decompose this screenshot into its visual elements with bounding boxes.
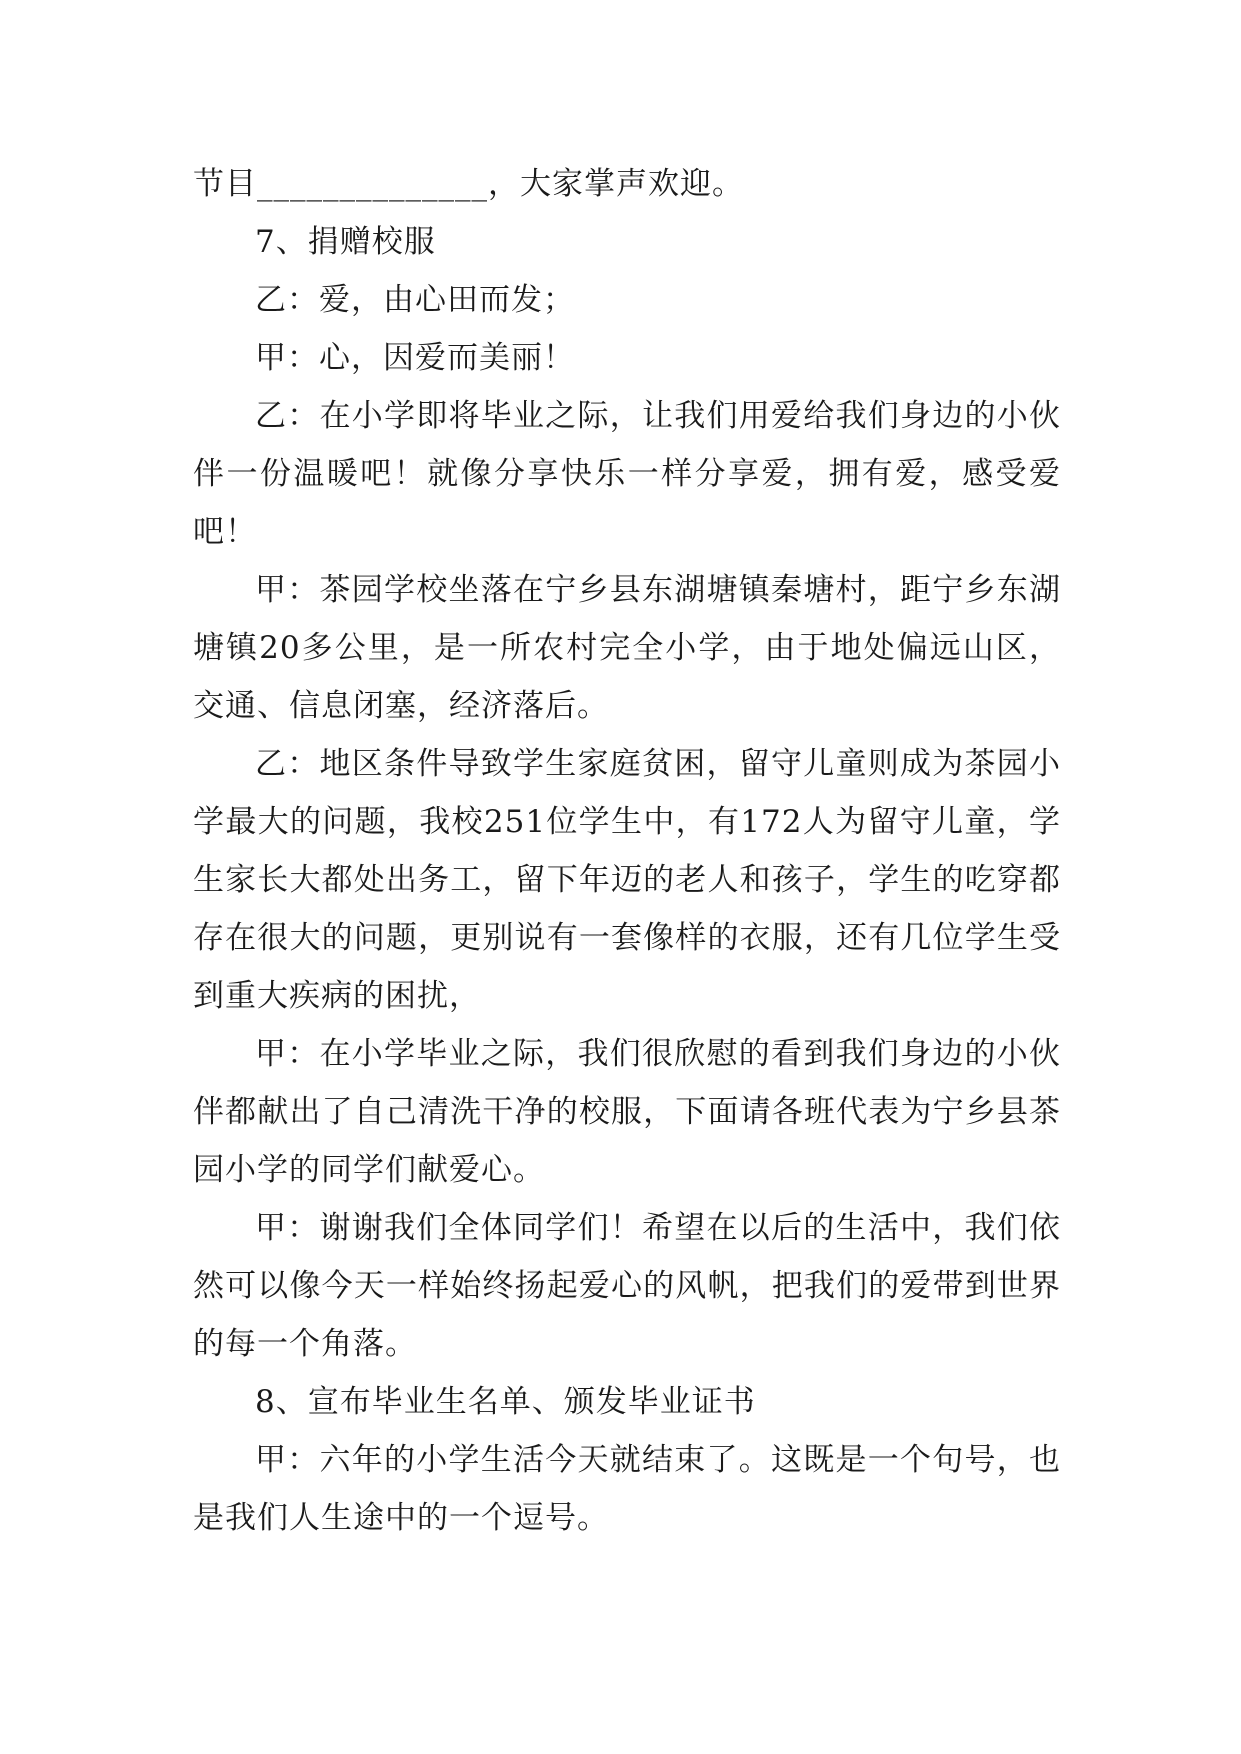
paragraph-jia-donation: 甲：在小学毕业之际，我们很欣慰的看到我们身边的小伙伴都献出了自己清洗干净的校服，下面请各班代表为宁乡县茶园小学的同学们献爱心。	[193, 1036, 1061, 1188]
paragraph-jia-thanks: 甲：谢谢我们全体同学们！希望在以后的生活中，我们依然可以像今天一样始终扬起爱心的风帆，把我们的爱带到世界的每一个角落。	[193, 1210, 1061, 1362]
paragraph-yi-left-behind-children: 乙：地区条件导致学生家庭贫困，留守儿童则成为茶园小学最大的问题，我校251位学生中，有172人为留守儿童，学生家长大都处出务工，留下年迈的老人和孩子，学生的吃穿都存在很大的问题，更别说有一套像样的衣服，还有几位学生受到重大疾病的困扰，	[193, 746, 1061, 1014]
heading-graduation-certificates: 8、宣布毕业生名单、颁发毕业证书	[255, 1384, 756, 1420]
document-body	[193, 155, 1061, 1547]
paragraph-jia-six-years: 甲：六年的小学生活今天就结束了。这既是一个句号，也是我们人生途中的一个逗号。	[193, 1442, 1061, 1536]
paragraph-jia-heart: 甲：心，因爱而美丽！	[255, 340, 575, 376]
paragraph-jia-school-location: 甲：茶园学校坐落在宁乡县东湖塘镇秦塘村，距宁乡东湖塘镇20多公里，是一所农村完全小学，由于地处偏远山区，交通、信息闭塞，经济落后。	[193, 572, 1061, 724]
paragraph-yi-love: 乙：爱，由心田而发；	[255, 282, 575, 318]
paragraph-program-intro: 节目______________，大家掌声欢迎。	[193, 166, 744, 202]
paragraph-yi-graduation: 乙：在小学即将毕业之际，让我们用爱给我们身边的小伙伴一份温暖吧！就像分享快乐一样分享爱，拥有爱，感受爱吧！	[193, 398, 1061, 550]
heading-donate-uniforms: 7、捐赠校服	[255, 224, 436, 260]
